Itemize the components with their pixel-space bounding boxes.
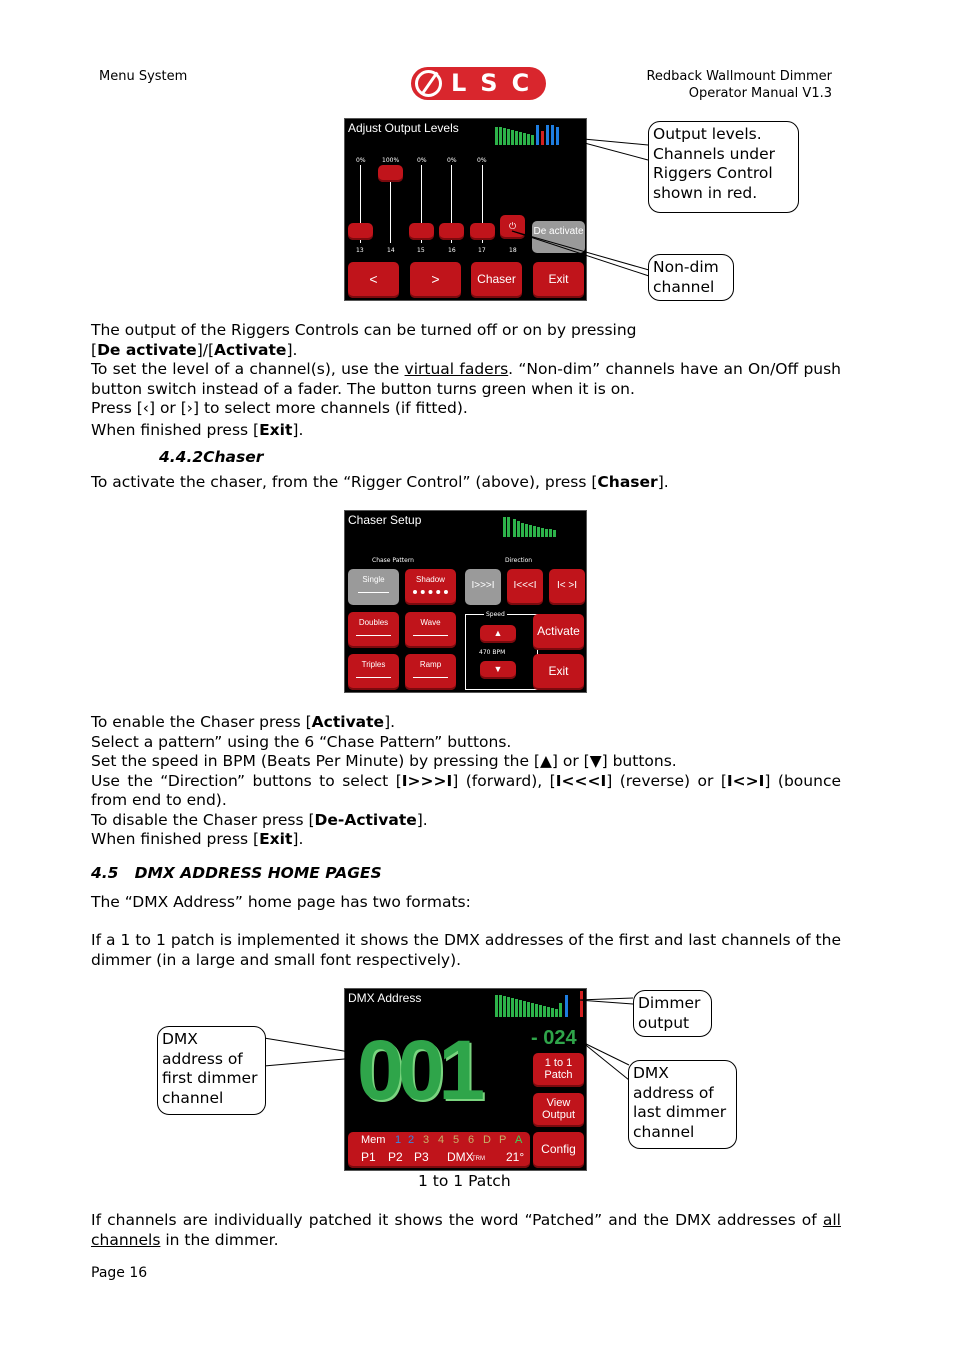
fader-knob[interactable] [470, 223, 495, 240]
fader-knob[interactable] [409, 223, 434, 240]
fader-knob[interactable] [348, 223, 373, 240]
section-heading-chaser: 4.4.2Chaser [159, 448, 264, 466]
callout-lines-fig3 [260, 990, 640, 1090]
callout-output-levels: Output levels. Channels under Riggers Control shown in red. [648, 121, 799, 213]
mem-digit: 1 [395, 1134, 402, 1146]
fader-percent-label: 0% [417, 157, 427, 164]
speed-panel [465, 611, 538, 690]
mem-digit: A [515, 1134, 523, 1146]
output-level-bars [503, 515, 563, 537]
channel-number: 16 [448, 247, 456, 254]
channel-number: 14 [387, 247, 395, 254]
section-heading-dmx-address: 4.5 DMX ADDRESS HOME PAGES [91, 864, 382, 882]
page-number: Page 16 [91, 1265, 148, 1281]
first-dmx-address: 001 [357, 1023, 480, 1117]
direction-forward-button[interactable]: I>>>I [465, 569, 501, 605]
pattern-doubles-button[interactable]: Doubles [348, 612, 399, 648]
virtual-faders-link[interactable]: virtual faders [404, 360, 509, 378]
deactivate-button[interactable]: De activate [532, 221, 585, 253]
power-icon: ⏻ [508, 221, 517, 231]
one-to-one-patch-button[interactable]: 1 to 1 Patch [533, 1053, 584, 1087]
triangle-up-icon: ▲ [493, 628, 503, 638]
mem-digit: 5 [453, 1134, 460, 1146]
all-channels-link[interactable]: all channels [91, 1211, 841, 1249]
last-dmx-address: - 024 [531, 1027, 577, 1049]
chaser-instructions: To enable the Chaser press [Activate]. Select a pattern” using the 6 “Chase Pattern” buttons. Set the speed in BPM (Beats Per Minute) by pressing the [▲] or [▼] buttons. Use the “Direction” buttons to select [I>>>I] (forward), [I<<<I] (reverse) or [I<>I] (bounce from end to end). To disable the Chaser press [De-Activate]. When finished press [Exit]. [91, 713, 841, 848]
direction-bounce-button[interactable]: I< >I [549, 569, 585, 605]
speed-label: Speed [486, 611, 505, 618]
status-bar[interactable] [348, 1132, 530, 1168]
channel-number: 13 [356, 247, 364, 254]
mem-digit: 4 [438, 1134, 445, 1146]
trm-status: TRM [472, 1156, 485, 1162]
mem-digit: 6 [468, 1134, 475, 1146]
header-section-title: Menu System [99, 69, 188, 84]
dmx-status: DMX [447, 1150, 474, 1164]
channel-number: 18 [509, 247, 517, 254]
fader-percent-label: 0% [477, 157, 487, 164]
preset-p3: P3 [414, 1150, 429, 1164]
chase-pattern-label: Chase Pattern [372, 557, 414, 564]
activate-button[interactable]: Activate [533, 614, 584, 650]
channel-number: 15 [417, 247, 425, 254]
figure-caption: 1 to 1 Patch [418, 1172, 511, 1190]
dmx-formats-intro: The “DMX Address” home page has two formats: [91, 893, 471, 911]
callout-first-dmx-address: DMX address of first dimmer channel [157, 1026, 266, 1115]
direction-label: Direction [505, 557, 533, 564]
speed-down-button[interactable] [480, 661, 516, 679]
temperature: 21° [506, 1150, 525, 1164]
bpm-readout: 470 BPM [479, 649, 506, 656]
logo-text: LSC [451, 69, 544, 97]
exit-button[interactable]: Exit [533, 262, 584, 298]
next-page-button[interactable]: > [410, 262, 461, 298]
fader-percent-label: 100% [382, 157, 400, 164]
callout-nondim-channel: Non-dim channel [648, 254, 734, 301]
mem-label: Mem [361, 1134, 386, 1146]
logo-emblem-icon [415, 70, 442, 97]
chaser-setup-screen [344, 510, 587, 693]
callout-dimmer-output: Dimmer output [633, 990, 712, 1037]
pattern-ramp-button[interactable]: Ramp [405, 654, 456, 690]
chaser-button[interactable]: Chaser [471, 262, 522, 298]
mem-digit: 3 [423, 1134, 430, 1146]
pattern-triples-button[interactable]: Triples [348, 654, 399, 690]
config-button[interactable]: Config [533, 1132, 584, 1168]
mem-digit: 2 [408, 1134, 415, 1146]
triangle-down-icon: ▼ [493, 664, 503, 674]
pattern-single-button[interactable]: Single [348, 569, 399, 605]
riggers-control-instructions: The output of the Riggers Controls can be turned off or on by pressing [De activate]/[Activate]. To set the level of a channel(s), use the virtual faders. “Non-dim” channels have an On/Off push button switch instead of a fader. The button turns green when it is on. Press [‹] or [›] to select more channels (if fitted). When finished press [Exit]. [91, 321, 842, 439]
mem-digit: P [499, 1134, 507, 1146]
preset-p1: P1 [361, 1150, 376, 1164]
callout-last-dmx-address: DMX address of last dimmer channel [628, 1060, 737, 1149]
direction-reverse-button[interactable]: I<<<I [507, 569, 543, 605]
channel-number: 17 [478, 247, 486, 254]
fader-percent-label: 0% [447, 157, 457, 164]
prev-page-button[interactable]: < [348, 262, 399, 298]
screen-title: DMX Address [348, 991, 422, 1005]
pattern-shadow-button[interactable]: Shadow [405, 569, 456, 605]
callout-lines-fig1 [500, 118, 660, 278]
preset-p2: P2 [388, 1150, 403, 1164]
screen-title: Chaser Setup [348, 513, 422, 527]
pattern-wave-button[interactable]: Wave [405, 612, 456, 648]
header-doc-title: Redback Wallmount Dimmer Operator Manual V1.3 [646, 69, 832, 101]
fader-knob[interactable] [439, 223, 464, 240]
lsc-logo [411, 67, 546, 100]
dmx-patch-description: If a 1 to 1 patch is implemented it shows the DMX addresses of the first and last channels of the dimmer (in a large and small font respectively). [91, 931, 841, 969]
exit-button[interactable]: Exit [533, 654, 584, 690]
fader-knob[interactable] [378, 165, 403, 182]
speed-up-button[interactable] [480, 625, 516, 643]
fader-percent-label: 0% [356, 157, 366, 164]
chaser-intro: To activate the chaser, from the “Rigger Control” (above), press [Chaser]. [91, 473, 669, 491]
view-output-button[interactable]: View Output [533, 1093, 584, 1127]
mem-digit: D [483, 1134, 491, 1146]
patched-description: If channels are individually patched it shows the word “Patched” and the DMX addresses of all channels in the dimmer. [91, 1211, 841, 1249]
screen-title: Adjust Output Levels [348, 121, 459, 135]
